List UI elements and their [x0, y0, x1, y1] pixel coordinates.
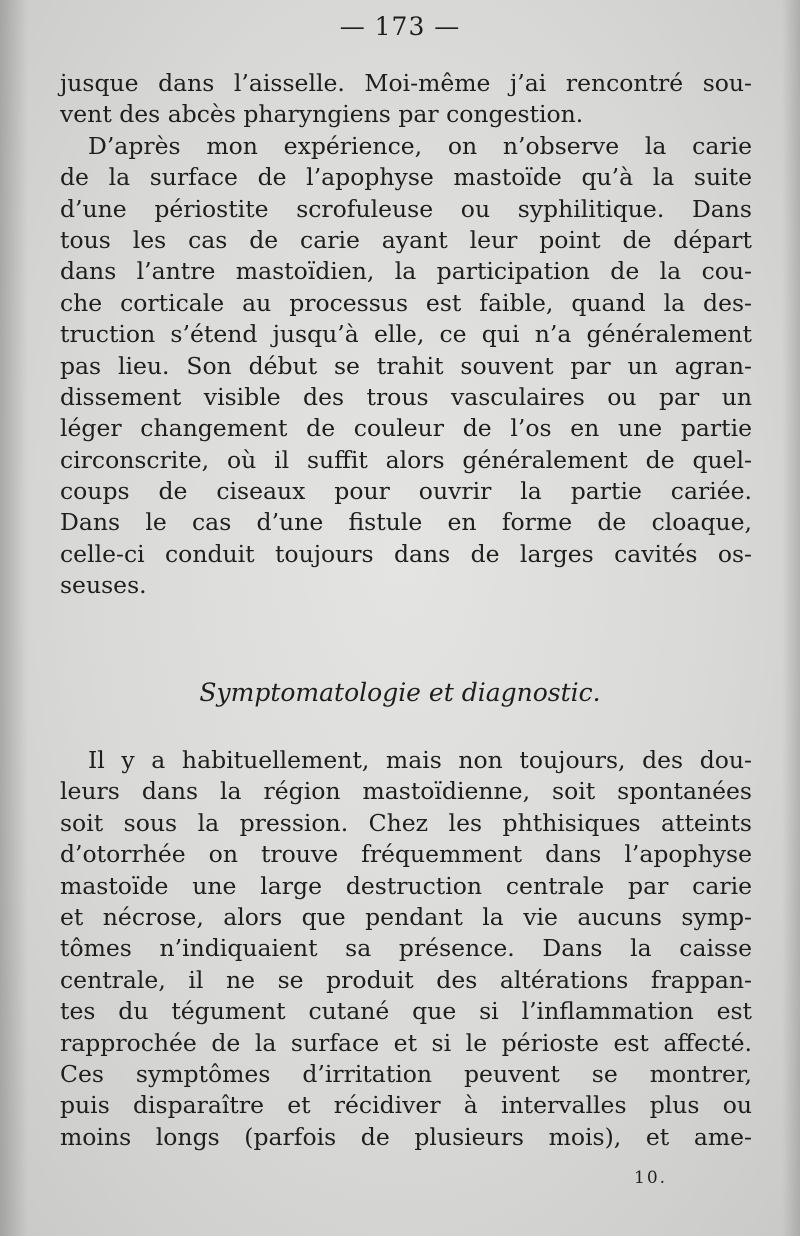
text-line: de la surface de l’apophyse mastoïde qu’à la suite — [60, 163, 752, 192]
text-line: dissement visible des trous vasculaires ou par un — [60, 382, 752, 411]
text-line: soit sous la pression. Chez les phthisiques atteints — [60, 808, 752, 837]
text-line: tes du tégument cutané que si l’inflammation est — [60, 997, 752, 1026]
text-line: centrale, il ne se produit des altérations frappan- — [60, 965, 752, 994]
text-line: léger changement de couleur de l’os en une partie — [60, 414, 752, 443]
text-line: leurs dans la région mastoïdienne, soit spontanées — [60, 777, 752, 806]
text-line: Il y a habituellement, mais non toujours, des dou- — [88, 746, 752, 774]
text-line: mastoïde une large destruction centrale par carie — [60, 871, 752, 900]
text-line: coups de ciseaux pour ouvrir la partie cariée. — [60, 477, 752, 506]
text-line: Dans le cas d’une fistule en forme de cloaque, — [60, 508, 752, 537]
text-line: puis disparaître et récidiver à intervalles plus ou — [60, 1091, 752, 1120]
text-line: circonscrite, où il suffit alors généralement de quel- — [60, 445, 752, 474]
text-line: celle-ci conduit toujours dans de larges cavités os- — [60, 539, 752, 568]
page-number-header: — 173 — — [339, 12, 461, 41]
text-line: pas lieu. Son début se trahit souvent par un agran- — [60, 351, 752, 380]
text-line: che corticale au processus est faible, quand la des- — [60, 288, 752, 317]
paragraph-symptoms — [60, 745, 752, 1153]
text-line: moins longs (parfois de plusieurs mois), et ame- — [60, 1122, 752, 1151]
text-line: d’une périostite scrofuleuse ou syphilitique. Dans — [60, 194, 752, 223]
text-line: rapprochée de la surface et si le périoste est affecté. — [60, 1028, 752, 1057]
signature-mark: 10. — [634, 1168, 668, 1188]
text-line: et nécrose, alors que pendant la vie aucuns symp- — [60, 902, 752, 931]
text-line: dans l’antre mastoïdien, la participation de la cou- — [60, 257, 752, 286]
text-line: D’après mon expérience, on n’observe la carie — [88, 131, 752, 160]
paragraph-carie — [60, 68, 752, 602]
text-line: seuses. — [60, 571, 147, 600]
text-line: d’otorrhée on trouve fréquemment dans l’apophyse — [60, 840, 752, 869]
text-line: tous les cas de carie ayant leur point de départ — [60, 225, 752, 254]
text-line: vent des abcès pharyngiens par congestion. — [60, 100, 584, 129]
text-line: jusque dans l’aisselle. Moi-même j’ai rencontré sou- — [60, 69, 752, 97]
section-heading: Symptomatologie et diagnostic. — [199, 678, 601, 707]
text-line: truction s’étend jusqu’à elle, ce qui n’a généralement — [60, 320, 752, 349]
text-line: Ces symptômes d’irritation peuvent se montrer, — [60, 1059, 752, 1088]
text-line: tômes n’indiquaient sa présence. Dans la caisse — [60, 934, 752, 963]
